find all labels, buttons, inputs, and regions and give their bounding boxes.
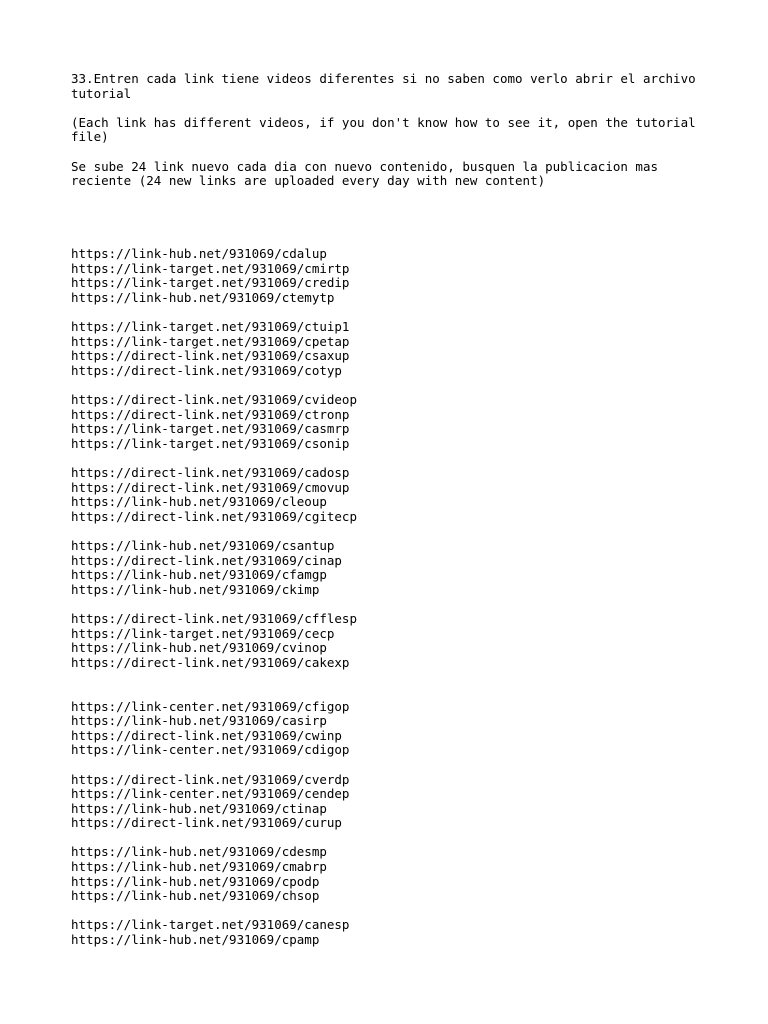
link-group bbox=[71, 612, 711, 670]
link-group bbox=[71, 918, 711, 947]
link-item[interactable]: https://direct-link.net/931069/cvideop bbox=[71, 392, 357, 408]
intro-instruction-spanish: 33.Entren cada link tiene videos diferentes si no saben como verlo abrir el archivo tutorial bbox=[71, 71, 704, 101]
link-item[interactable]: https://link-target.net/931069/ctuip1 bbox=[71, 319, 350, 335]
link-group bbox=[71, 393, 711, 451]
link-item[interactable]: https://link-hub.net/931069/ctinap bbox=[71, 800, 327, 816]
link-item[interactable]: https://direct-link.net/931069/csaxup bbox=[71, 348, 350, 364]
document-page bbox=[71, 72, 711, 962]
link-item[interactable]: https://direct-link.net/931069/cmovup bbox=[71, 479, 350, 495]
link-item[interactable]: https://direct-link.net/931069/cinap bbox=[71, 552, 342, 568]
link-group bbox=[71, 700, 711, 758]
link-item[interactable]: https://link-hub.net/931069/cdesmp bbox=[71, 844, 327, 860]
intro-daily-upload-note: Se sube 24 link nuevo cada dia con nuevo contenido, busquen la publicacion mas reciente (24 new links are uploaded every day with new content) bbox=[71, 158, 666, 189]
link-item[interactable]: https://link-target.net/931069/cmirtp bbox=[71, 260, 350, 276]
link-group bbox=[71, 539, 711, 597]
intro-text bbox=[71, 72, 711, 189]
link-group bbox=[71, 247, 711, 305]
link-item[interactable]: https://link-hub.net/931069/cmabrp bbox=[71, 859, 327, 875]
link-item[interactable]: https://direct-link.net/931069/ctronp bbox=[71, 406, 350, 422]
link-item[interactable]: https://link-target.net/931069/cpetap bbox=[71, 333, 350, 349]
link-item[interactable]: https://direct-link.net/931069/curup bbox=[71, 815, 342, 831]
link-group bbox=[71, 320, 711, 378]
spacer bbox=[71, 203, 711, 247]
link-group bbox=[71, 773, 711, 831]
link-item[interactable]: https://direct-link.net/931069/cwinp bbox=[71, 727, 342, 743]
link-item[interactable]: https://link-hub.net/931069/cdalup bbox=[71, 246, 327, 262]
link-item[interactable]: https://link-hub.net/931069/cpodp bbox=[71, 873, 320, 889]
link-item[interactable]: https://link-hub.net/931069/ckimp bbox=[71, 581, 320, 597]
link-item[interactable]: https://link-hub.net/931069/chsop bbox=[71, 888, 320, 904]
link-item[interactable]: https://link-center.net/931069/cendep bbox=[71, 786, 350, 802]
link-item[interactable]: https://direct-link.net/931069/cverdp bbox=[71, 771, 350, 787]
link-item[interactable]: https://link-target.net/931069/cecp bbox=[71, 625, 335, 641]
link-item[interactable]: https://link-hub.net/931069/cvinop bbox=[71, 640, 327, 656]
link-item[interactable]: https://link-hub.net/931069/casirp bbox=[71, 713, 327, 729]
link-item[interactable]: https://link-hub.net/931069/cleoup bbox=[71, 494, 327, 510]
link-item[interactable]: https://link-hub.net/931069/ctemytp bbox=[71, 289, 335, 305]
link-item[interactable]: https://link-center.net/931069/cfigop bbox=[71, 698, 350, 714]
link-item[interactable]: https://direct-link.net/931069/cadosp bbox=[71, 465, 350, 481]
link-item[interactable]: https://direct-link.net/931069/cotyp bbox=[71, 362, 342, 378]
link-item[interactable]: https://direct-link.net/931069/cfflesp bbox=[71, 610, 357, 626]
intro-instruction-english: (Each link has different videos, if you don't know how to see it, open the tutorial file) bbox=[71, 114, 704, 145]
link-item[interactable]: https://direct-link.net/931069/cgitecp bbox=[71, 508, 357, 524]
link-item[interactable]: https://direct-link.net/931069/cakexp bbox=[71, 654, 350, 670]
link-item[interactable]: https://link-hub.net/931069/cfamgp bbox=[71, 567, 327, 583]
link-item[interactable]: https://link-target.net/931069/csonip bbox=[71, 435, 350, 451]
link-item[interactable]: https://link-target.net/931069/casmrp bbox=[71, 421, 350, 437]
link-item[interactable]: https://link-hub.net/931069/cpamp bbox=[71, 932, 320, 948]
link-item[interactable]: https://link-target.net/931069/credip bbox=[71, 275, 350, 291]
link-group bbox=[71, 466, 711, 524]
link-item[interactable]: https://link-hub.net/931069/csantup bbox=[71, 538, 335, 554]
link-item[interactable]: https://link-target.net/931069/canesp bbox=[71, 917, 350, 933]
link-item[interactable]: https://link-center.net/931069/cdigop bbox=[71, 742, 350, 758]
link-group bbox=[71, 845, 711, 903]
